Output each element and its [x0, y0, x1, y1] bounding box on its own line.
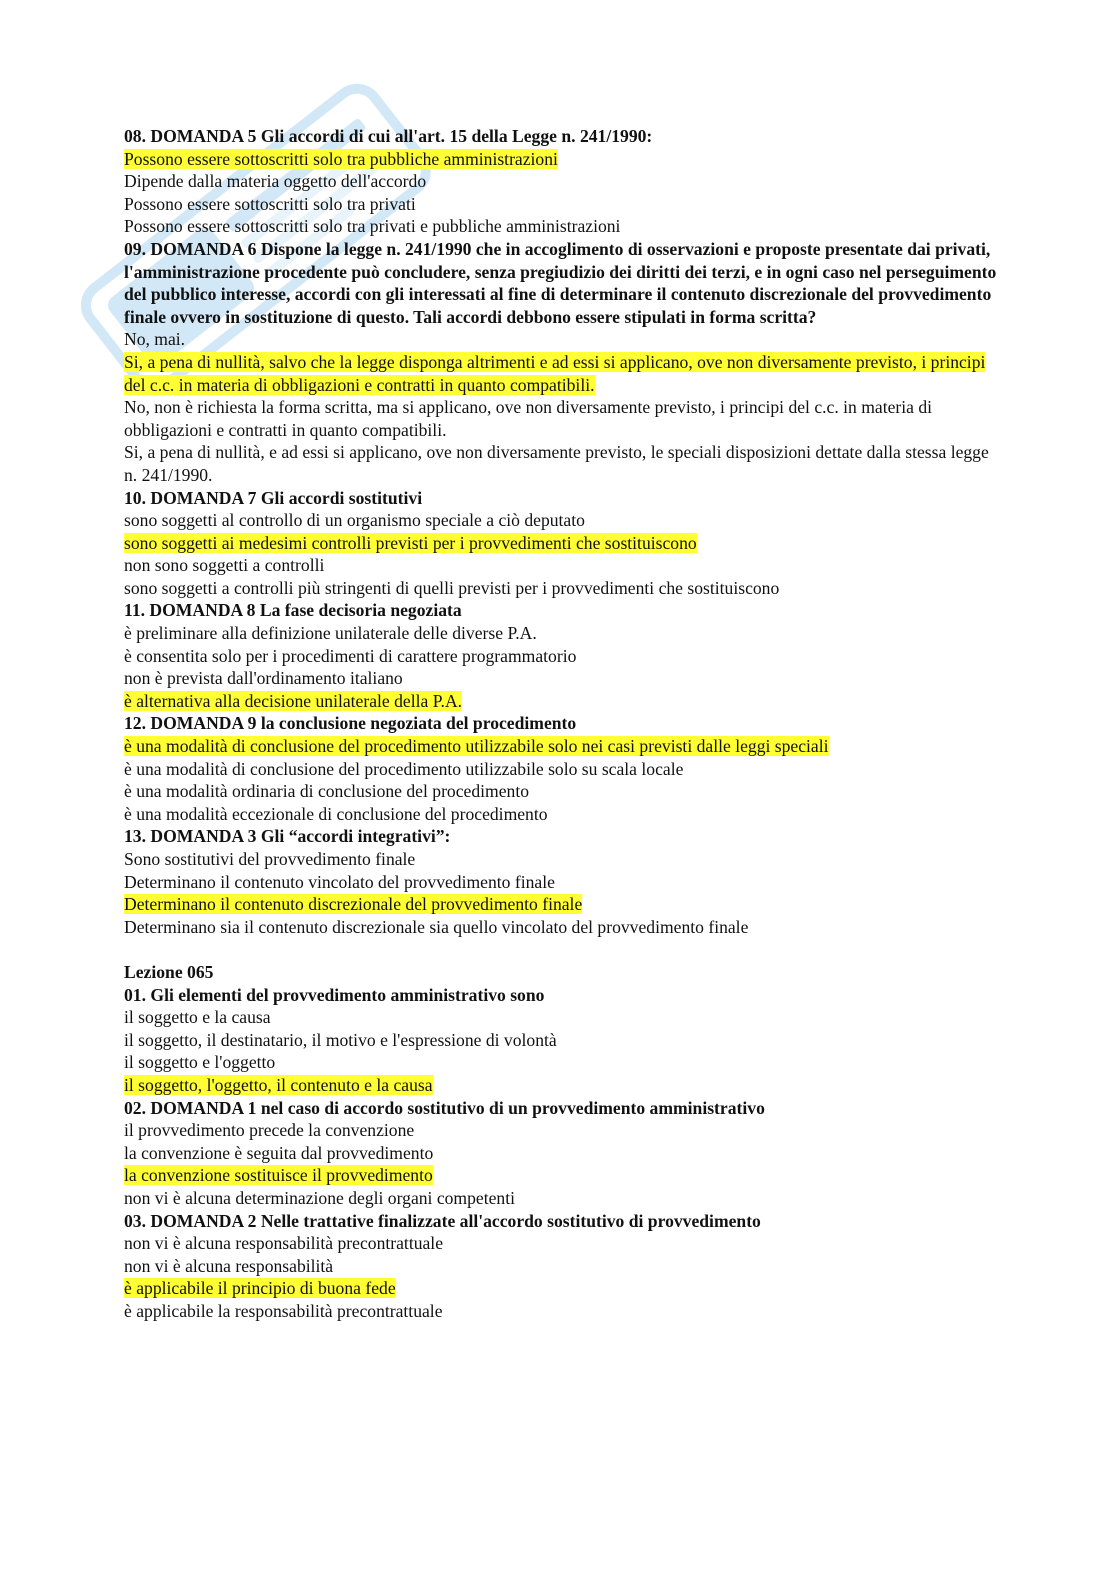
- question-text: 13. DOMANDA 3 Gli “accordi integrativi”:: [124, 826, 451, 847]
- answer-option-correct: [124, 690, 1004, 713]
- answer-text: è una modalità eccezionale di conclusione del procedimento: [124, 803, 548, 824]
- answer-option: [124, 916, 1004, 939]
- answer-text: è consentita solo per i procedimenti di carattere programmatorio: [124, 645, 577, 666]
- question-text: 08. DOMANDA 5 Gli accordi di cui all'art. 15 della Legge n. 241/1990:: [124, 126, 653, 146]
- answer-option: [124, 1051, 1004, 1074]
- answer-option: [124, 396, 1004, 441]
- answer-option: [124, 780, 1004, 803]
- answer-text: Determinano il contenuto vincolato del provvedimento finale: [124, 871, 555, 892]
- answer-option: [124, 441, 1004, 486]
- answer-text: No, non è richiesta la forma scritta, ma si applicano, ove non diversamente previsto, i principi del c.c. in materia di obbligazioni e contratti in quanto compatibili.: [124, 397, 933, 440]
- answer-option-correct: [124, 1164, 1004, 1187]
- highlighted-answer-text: il soggetto, l'oggetto, il contenuto e la causa: [124, 1074, 433, 1095]
- answer-option-correct: [124, 351, 1004, 396]
- answer-option-correct: [124, 148, 1004, 171]
- answer-text: è preliminare alla definizione unilaterale delle diverse P.A.: [124, 623, 537, 644]
- question-block: [124, 1210, 1004, 1323]
- answer-text: il provvedimento precede la convenzione: [124, 1120, 415, 1141]
- answer-text: Possono essere sottoscritti solo tra privati e pubbliche amministrazioni: [124, 216, 621, 237]
- question-block: [124, 825, 1004, 938]
- answer-text: è applicabile la responsabilità precontrattuale: [124, 1300, 443, 1321]
- answer-option-correct: [124, 735, 1004, 758]
- answer-option: [124, 1232, 1004, 1255]
- answer-option: [124, 328, 1004, 351]
- answer-option-correct: [124, 1277, 1004, 1300]
- answer-option: [124, 193, 1004, 216]
- question-block: [124, 238, 1004, 487]
- answer-text: sono soggetti a controlli più stringenti di quelli previsti per i provvedimenti che sostituiscono: [124, 577, 780, 598]
- question-list: [124, 125, 1004, 938]
- question-block: [124, 712, 1004, 825]
- answer-option: [124, 1187, 1004, 1210]
- answer-text: la convenzione è seguita dal provvedimento: [124, 1142, 434, 1163]
- answer-text: il soggetto e la causa: [124, 1007, 271, 1028]
- answer-option: [124, 1029, 1004, 1052]
- answer-text: Si, a pena di nullità, e ad essi si applicano, ove non diversamente previsto, le speciali disposizioni dettate dalla stessa legge n. 241/1990.: [124, 442, 989, 485]
- answer-text: è una modalità di conclusione del procedimento utilizzabile solo su scala locale: [124, 758, 684, 779]
- highlighted-answer-text: è applicabile il principio di buona fede: [124, 1278, 396, 1299]
- lesson-question-list: [124, 984, 1004, 1323]
- highlighted-answer-text: Determinano il contenuto discrezionale del provvedimento finale: [124, 894, 583, 915]
- answer-option: [124, 1255, 1004, 1278]
- highlighted-answer-text: sono soggetti ai medesimi controlli previsti per i provvedimenti che sostituiscono: [124, 532, 697, 553]
- highlighted-answer-text: Possono essere sottoscritti solo tra pubbliche amministrazioni: [124, 148, 558, 169]
- answer-option: [124, 554, 1004, 577]
- answer-option: [124, 667, 1004, 690]
- answer-option: [124, 645, 1004, 668]
- answer-text: No, mai.: [124, 329, 186, 350]
- answer-option: [124, 622, 1004, 645]
- answer-text: è una modalità ordinaria di conclusione del procedimento: [124, 781, 530, 802]
- question-text: 03. DOMANDA 2 Nelle trattative finalizzate all'accordo sostitutivo di provvedimento: [124, 1210, 761, 1231]
- question-text: 11. DOMANDA 8 La fase decisoria negoziata: [124, 600, 462, 621]
- answer-text: Determinano sia il contenuto discrezionale sia quello vincolato del provvedimento finale: [124, 916, 749, 937]
- question-text: 02. DOMANDA 1 nel caso di accordo sostitutivo di un provvedimento amministrativo: [124, 1097, 765, 1118]
- question-text: 10. DOMANDA 7 Gli accordi sostitutivi: [124, 487, 423, 508]
- answer-option: [124, 848, 1004, 871]
- answer-text: Sono sostitutivi del provvedimento finale: [124, 849, 416, 869]
- highlighted-answer-text: è alternativa alla decisione unilaterale della P.A.: [124, 690, 463, 711]
- answer-text: il soggetto, il destinatario, il motivo e l'espressione di volontà: [124, 1029, 557, 1050]
- answer-option: [124, 577, 1004, 600]
- answer-option-correct: [124, 1074, 1004, 1097]
- question-block: [124, 984, 1004, 1097]
- answer-option-correct: [124, 532, 1004, 555]
- question-block: [124, 125, 1004, 238]
- answer-option: [124, 871, 1004, 894]
- answer-option: [124, 1142, 1004, 1165]
- answer-text: non vi è alcuna responsabilità precontrattuale: [124, 1233, 444, 1254]
- question-text: 01. Gli elementi del provvedimento amministrativo sono: [124, 984, 545, 1005]
- answer-text: non vi è alcuna responsabilità: [124, 1255, 334, 1276]
- answer-text: Dipende dalla materia oggetto dell'accordo: [124, 171, 427, 192]
- answer-text: il soggetto e l'oggetto: [124, 1052, 276, 1073]
- section-gap: [124, 938, 1004, 961]
- answer-option: [124, 758, 1004, 781]
- answer-option: [124, 170, 1004, 193]
- answer-option: [124, 215, 1004, 238]
- answer-option: [124, 509, 1004, 532]
- highlighted-answer-text: è una modalità di conclusione del procedimento utilizzabile solo nei casi previsti dalle leggi speciali: [124, 736, 829, 757]
- lesson-title: Lezione 065: [124, 961, 214, 982]
- question-text: 12. DOMANDA 9 la conclusione negoziata del procedimento: [124, 713, 577, 734]
- answer-option: [124, 803, 1004, 826]
- document-page: [124, 125, 1004, 1322]
- answer-text: non è prevista dall'ordinamento italiano: [124, 668, 403, 689]
- question-block: [124, 487, 1004, 600]
- answer-text: non vi è alcuna determinazione degli organi competenti: [124, 1187, 515, 1208]
- answer-text: non sono soggetti a controlli: [124, 555, 325, 576]
- highlighted-answer-text: Si, a pena di nullità, salvo che la legge disponga altrimenti e ad essi si applicano, ove non diversamente previsto, i principi del c.c. in materia di obbligazioni e contratti in quanto compatibili.: [124, 351, 986, 395]
- answer-text: sono soggetti al controllo di un organismo speciale a ciò deputato: [124, 510, 585, 531]
- answer-text: Possono essere sottoscritti solo tra privati: [124, 193, 416, 214]
- answer-option-correct: [124, 893, 1004, 916]
- answer-option: [124, 1006, 1004, 1029]
- highlighted-answer-text: la convenzione sostituisce il provvedimento: [124, 1165, 433, 1186]
- question-block: [124, 599, 1004, 712]
- answer-option: [124, 1119, 1004, 1142]
- question-block: [124, 1097, 1004, 1210]
- answer-option: [124, 1300, 1004, 1323]
- question-text: 09. DOMANDA 6 Dispone la legge n. 241/1990 che in accoglimento di osservazioni e proposte presentate dai privati, l'amministrazione procedente può concludere, senza pregiudizio dei diritti dei terzi, e in ogni caso nel perseguimento del pubblico interesse, accordi con gli interessati al fine di determinare il contenuto discrezionale del provvedimento finale ovvero in sostituzione di questo. Tali accordi debbono essere stipulati in forma scritta?: [124, 238, 997, 327]
